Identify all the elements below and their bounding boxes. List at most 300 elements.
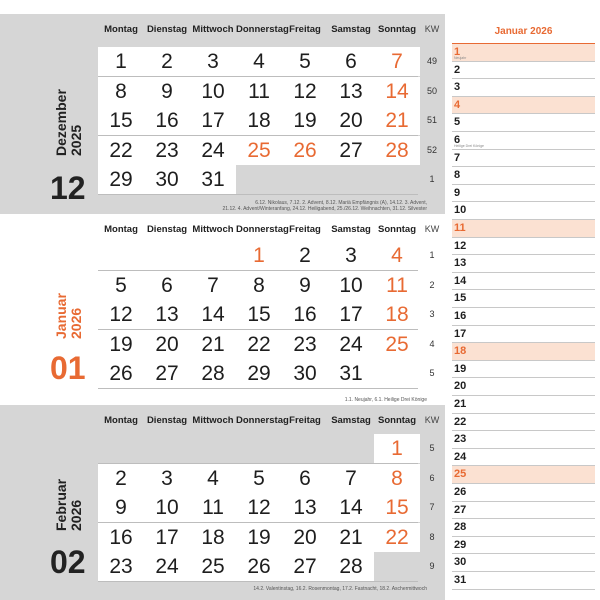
month-year: 2025 — [68, 124, 84, 156]
month-name-vertical — [54, 89, 84, 156]
holiday-line: 14.2. Valentinstag, 16.2. Rosenmontag, 17.2. Fastnacht, 18.2. Aschermittwoch — [253, 586, 427, 592]
day-number: 11 — [386, 273, 408, 297]
day-list-row — [452, 132, 595, 150]
weekday-label: Dienstag — [146, 224, 188, 235]
day-cell — [282, 47, 328, 76]
day-cell — [190, 493, 236, 522]
day-number: 20 — [155, 332, 179, 356]
day-list-number: 15 — [454, 292, 467, 305]
day-number: 2 — [299, 244, 311, 267]
day-number: 1 — [253, 244, 265, 267]
day-cell — [374, 47, 420, 76]
day-cell — [144, 47, 190, 76]
day-number: 3 — [345, 244, 357, 267]
day-list-row — [452, 150, 595, 168]
week-number: 1 — [429, 174, 435, 184]
week-number: 9 — [429, 561, 435, 571]
holiday-line: 1.1. Neujahr, 6.1. Heilige Drei Könige — [344, 397, 427, 403]
empty-cell — [190, 434, 236, 463]
day-list-number: 24 — [454, 450, 467, 463]
day-number: 27 — [155, 362, 179, 385]
day-number: 15 — [385, 496, 409, 519]
day-number: 19 — [247, 525, 271, 549]
day-number: 5 — [115, 273, 127, 297]
week-number: 49 — [426, 56, 437, 66]
day-cell — [374, 434, 420, 463]
day-cell — [236, 241, 282, 270]
day-list-row — [452, 114, 595, 132]
day-cell — [282, 106, 328, 135]
day-number: 7 — [207, 273, 219, 297]
day-cell — [236, 47, 282, 76]
day-number: 5 — [253, 466, 265, 490]
week-number: 2 — [429, 279, 435, 290]
day-number: 19 — [109, 332, 133, 356]
day-number: 9 — [161, 79, 173, 103]
day-cell — [144, 300, 190, 329]
weekday-label: Samstag — [331, 224, 371, 235]
empty-cell — [144, 434, 190, 463]
week-number: 6 — [429, 472, 435, 483]
weekday-label: Montag — [104, 415, 138, 426]
day-list-number: 25 — [454, 468, 467, 481]
day-cell — [98, 523, 144, 552]
empty-cell — [236, 434, 282, 463]
day-number: 13 — [339, 79, 363, 103]
week-number: 51 — [426, 115, 437, 125]
day-list-row — [452, 202, 595, 220]
day-list-row — [452, 431, 595, 449]
day-cell — [374, 330, 420, 359]
day-number: 6 — [345, 50, 357, 73]
day-list-row — [452, 62, 595, 80]
day-number: 28 — [201, 362, 225, 385]
day-list-number: 11 — [454, 222, 466, 234]
day-cell — [190, 77, 236, 106]
day-list-number: 3 — [454, 81, 461, 94]
day-number: 30 — [155, 168, 179, 191]
day-cell — [374, 523, 420, 552]
weekday-label: Freitag — [289, 415, 321, 426]
day-cell — [144, 136, 190, 165]
day-list-note: Heilige Drei Könige — [454, 144, 484, 148]
day-cell — [98, 330, 144, 359]
month-number: 02 — [50, 544, 86, 580]
day-list-row — [452, 502, 595, 520]
day-number: 3 — [207, 50, 219, 73]
day-number: 22 — [385, 525, 409, 549]
day-list-row — [452, 449, 595, 467]
day-cell — [282, 464, 328, 493]
row-separator — [98, 388, 418, 389]
month-name: Januar — [53, 293, 69, 339]
day-cell — [98, 47, 144, 76]
day-list-row — [452, 537, 595, 555]
day-list-number: 30 — [454, 556, 467, 569]
day-number: 5 — [299, 50, 311, 73]
day-list-number: 16 — [454, 310, 467, 322]
weekday-label: Samstag — [331, 415, 371, 426]
empty-cell — [328, 434, 374, 463]
week-number: 5 — [429, 443, 435, 453]
day-cell — [374, 271, 420, 300]
day-number: 21 — [201, 332, 225, 356]
day-cell — [374, 300, 420, 329]
day-list-row — [452, 273, 595, 291]
day-list-row — [452, 378, 595, 396]
day-cell — [236, 464, 282, 493]
day-list-number: 22 — [454, 415, 467, 428]
day-list-number: 26 — [454, 486, 467, 498]
day-list-note: Neujahr — [454, 56, 467, 60]
day-cell — [374, 241, 420, 270]
day-cell — [190, 47, 236, 76]
empty-cell — [374, 359, 420, 388]
day-cell — [236, 300, 282, 329]
day-cell — [190, 165, 236, 194]
day-list-number: 9 — [454, 186, 461, 199]
day-number: 26 — [109, 362, 133, 385]
holiday-line: 6.12. Nikolaus, 7.12. 2. Advent, 8.12. Mariä Empfängnis (A), 14.12. 3. Advent, — [255, 200, 427, 206]
day-number: 3 — [161, 466, 173, 490]
day-number: 18 — [247, 109, 271, 132]
day-list-row — [452, 396, 595, 414]
day-number: 2 — [115, 466, 127, 490]
day-cell — [98, 464, 144, 493]
weekday-label: Montag — [104, 224, 138, 235]
row-separator — [98, 194, 418, 195]
day-list-number: 17 — [454, 327, 467, 340]
day-cell — [98, 77, 144, 106]
day-list-row — [452, 97, 595, 115]
day-list-row — [452, 220, 595, 238]
day-cell — [328, 330, 374, 359]
day-cell — [282, 493, 328, 522]
day-cell — [374, 77, 420, 106]
day-number: 23 — [155, 138, 179, 162]
kw-header: KW — [424, 24, 440, 34]
day-list-row — [452, 554, 595, 572]
month-name: Februar — [53, 478, 69, 531]
day-number: 27 — [339, 138, 363, 162]
day-number: 25 — [385, 332, 409, 356]
day-number: 6 — [161, 273, 173, 297]
week-number: 5 — [429, 368, 435, 378]
day-number: 17 — [339, 303, 363, 326]
empty-cell — [98, 434, 144, 463]
day-number: 8 — [253, 273, 265, 297]
month-label — [0, 405, 98, 600]
day-list-row — [452, 167, 595, 185]
holiday-notes — [197, 586, 427, 592]
day-list-number: 19 — [454, 362, 467, 375]
day-cell — [144, 165, 190, 194]
day-cell — [328, 241, 374, 270]
day-cell — [190, 552, 236, 581]
day-number: 18 — [201, 525, 225, 549]
day-list-number: 31 — [454, 574, 467, 586]
day-number: 18 — [385, 303, 409, 326]
day-list-row — [452, 79, 595, 97]
month-number: 12 — [50, 170, 86, 206]
day-cell — [236, 493, 282, 522]
day-cell — [190, 271, 236, 300]
weekday-header-row — [98, 24, 418, 38]
day-cell — [282, 77, 328, 106]
day-number: 29 — [247, 362, 271, 385]
day-number: 17 — [201, 109, 225, 132]
day-list-number: 18 — [454, 345, 467, 358]
day-cell — [328, 552, 374, 581]
day-list-number: 7 — [454, 151, 461, 164]
day-number: 4 — [391, 244, 403, 267]
weekday-label: Donnerstag — [236, 415, 289, 426]
day-list-number: 13 — [454, 257, 467, 270]
day-list-row — [452, 519, 595, 537]
day-number: 31 — [201, 168, 225, 191]
day-list-number: 6 — [454, 134, 461, 146]
day-cell — [144, 330, 190, 359]
day-cell — [282, 359, 328, 388]
day-list-number: 4 — [454, 98, 461, 111]
month-year: 2026 — [68, 307, 84, 339]
day-cell — [98, 106, 144, 135]
day-cell — [236, 106, 282, 135]
empty-cell — [282, 434, 328, 463]
kw-header: KW — [424, 224, 440, 234]
week-number: 8 — [429, 531, 435, 542]
day-cell — [98, 493, 144, 522]
day-cell — [190, 523, 236, 552]
day-cell — [328, 300, 374, 329]
day-cell — [98, 359, 144, 388]
weekday-label: Sonntag — [378, 415, 416, 426]
day-number: 22 — [247, 332, 271, 356]
week-number: 52 — [426, 144, 437, 155]
day-cell — [190, 464, 236, 493]
day-list-row — [452, 572, 595, 590]
day-list-row — [452, 343, 595, 361]
day-list-number: 8 — [454, 169, 461, 182]
empty-cell — [282, 165, 328, 194]
day-cell — [190, 300, 236, 329]
day-number: 1 — [391, 437, 403, 460]
weekday-label: Dienstag — [146, 24, 188, 35]
day-list-row — [452, 414, 595, 432]
day-number: 6 — [299, 466, 311, 490]
weekday-label: Donnerstag — [236, 24, 289, 35]
day-number: 12 — [293, 79, 317, 103]
day-number: 25 — [201, 555, 225, 578]
day-number: 2 — [161, 50, 173, 73]
day-number: 25 — [247, 138, 271, 162]
month-februar — [0, 405, 445, 600]
day-list-row — [452, 255, 595, 273]
day-list-number: 5 — [454, 116, 461, 129]
day-cell — [282, 552, 328, 581]
week-number: 3 — [429, 309, 435, 319]
day-cell — [144, 77, 190, 106]
day-list-number: 23 — [454, 433, 467, 446]
day-cell — [190, 106, 236, 135]
day-cell — [144, 359, 190, 388]
day-number: 8 — [391, 466, 403, 490]
holiday-notes — [197, 200, 427, 212]
day-cell — [328, 271, 374, 300]
day-cell — [282, 241, 328, 270]
weekday-header-row — [98, 224, 418, 238]
empty-cell — [236, 165, 282, 194]
day-number: 20 — [293, 525, 317, 549]
day-number: 11 — [248, 79, 270, 103]
empty-cell — [144, 241, 190, 270]
day-cell — [144, 464, 190, 493]
day-cell — [328, 106, 374, 135]
day-number: 23 — [109, 555, 133, 578]
week-number: 4 — [429, 338, 435, 349]
day-cell — [374, 136, 420, 165]
day-list-number: 10 — [454, 204, 467, 217]
day-number: 8 — [115, 79, 127, 103]
weekday-label: Montag — [104, 24, 138, 35]
day-number: 4 — [207, 466, 219, 490]
month-name-vertical — [54, 293, 84, 339]
day-cell — [98, 271, 144, 300]
day-number: 24 — [339, 332, 363, 356]
day-number: 9 — [299, 273, 311, 297]
day-list-row — [452, 308, 595, 326]
weekday-label: Mittwoch — [192, 24, 234, 35]
day-cell — [236, 359, 282, 388]
day-cell — [236, 136, 282, 165]
week-number: 1 — [429, 250, 435, 260]
day-number: 14 — [385, 79, 409, 103]
day-cell — [236, 330, 282, 359]
month-grid — [98, 405, 445, 600]
day-list-row — [452, 185, 595, 203]
holiday-line: 21.12. 4. Advent/Winteranfang, 24.12. Heiligabend, 25./26.12. Weihnachten, 31.12. Silvester — [222, 206, 427, 212]
day-number: 16 — [109, 525, 133, 549]
day-number: 17 — [155, 525, 179, 549]
day-cell — [98, 300, 144, 329]
weekday-label: Freitag — [289, 224, 321, 235]
day-list-number: 12 — [454, 239, 467, 252]
day-number: 23 — [293, 332, 317, 356]
day-number: 13 — [293, 496, 317, 519]
empty-cell — [374, 165, 420, 194]
day-number: 13 — [155, 303, 179, 326]
day-list-row — [452, 290, 595, 308]
day-number: 15 — [247, 303, 271, 326]
january-day-list — [447, 0, 600, 600]
day-number: 24 — [201, 138, 225, 162]
day-cell — [144, 523, 190, 552]
weekday-label: Mittwoch — [192, 224, 234, 235]
day-list-number: 2 — [454, 63, 461, 76]
day-number: 10 — [339, 273, 363, 297]
weekday-label: Mittwoch — [192, 415, 234, 426]
day-list-number: 1 — [454, 46, 461, 58]
weekday-label: Samstag — [331, 24, 371, 35]
day-number: 12 — [109, 303, 133, 326]
day-number: 26 — [293, 138, 317, 162]
weekday-label: Sonntag — [378, 224, 416, 235]
day-cell — [282, 523, 328, 552]
day-number: 30 — [293, 362, 317, 385]
day-cell — [236, 271, 282, 300]
day-number: 14 — [339, 496, 363, 519]
row-separator — [98, 581, 418, 582]
day-cell — [144, 493, 190, 522]
weekday-label: Donnerstag — [236, 224, 289, 235]
day-number: 27 — [293, 555, 317, 578]
day-cell — [374, 493, 420, 522]
day-number: 4 — [253, 50, 265, 73]
day-number: 14 — [201, 303, 225, 326]
month-year: 2026 — [68, 499, 84, 531]
day-cell — [98, 552, 144, 581]
day-cell — [144, 552, 190, 581]
month-grid — [98, 14, 445, 214]
month-januar — [0, 214, 445, 405]
day-number: 20 — [339, 109, 363, 132]
day-cell — [236, 552, 282, 581]
day-number: 9 — [115, 496, 127, 519]
empty-cell — [98, 241, 144, 270]
day-cell — [328, 523, 374, 552]
day-number: 26 — [247, 555, 271, 578]
week-number: 7 — [429, 502, 435, 512]
day-number: 16 — [293, 303, 317, 326]
day-cell — [328, 359, 374, 388]
empty-cell — [328, 165, 374, 194]
day-list-row — [452, 466, 595, 484]
day-number: 29 — [109, 168, 133, 191]
week-number: 50 — [426, 85, 437, 96]
day-number: 24 — [155, 555, 179, 578]
day-cell — [98, 136, 144, 165]
day-number: 1 — [115, 50, 127, 73]
day-cell — [282, 136, 328, 165]
weekday-label: Sonntag — [378, 24, 416, 35]
day-number: 28 — [385, 138, 409, 162]
day-number: 11 — [202, 496, 224, 519]
day-number: 21 — [385, 109, 409, 132]
day-number: 12 — [247, 496, 271, 519]
day-list-number: 14 — [454, 274, 467, 287]
day-cell — [374, 106, 420, 135]
day-number: 10 — [155, 496, 179, 519]
day-cell — [190, 359, 236, 388]
month-grid — [98, 214, 445, 405]
day-cell — [282, 330, 328, 359]
day-list-number: 20 — [454, 380, 467, 393]
day-number: 15 — [109, 109, 133, 132]
day-cell — [328, 77, 374, 106]
day-number: 16 — [155, 109, 179, 132]
day-list-number: 28 — [454, 521, 467, 534]
day-list-number: 21 — [454, 398, 467, 410]
month-number: 01 — [50, 350, 86, 386]
day-cell — [282, 300, 328, 329]
holiday-notes — [197, 397, 427, 403]
empty-cell — [374, 552, 420, 581]
day-number: 21 — [339, 525, 363, 549]
day-number: 28 — [339, 555, 363, 578]
month-dezember — [0, 14, 445, 214]
empty-cell — [190, 241, 236, 270]
day-list-row — [452, 326, 595, 344]
